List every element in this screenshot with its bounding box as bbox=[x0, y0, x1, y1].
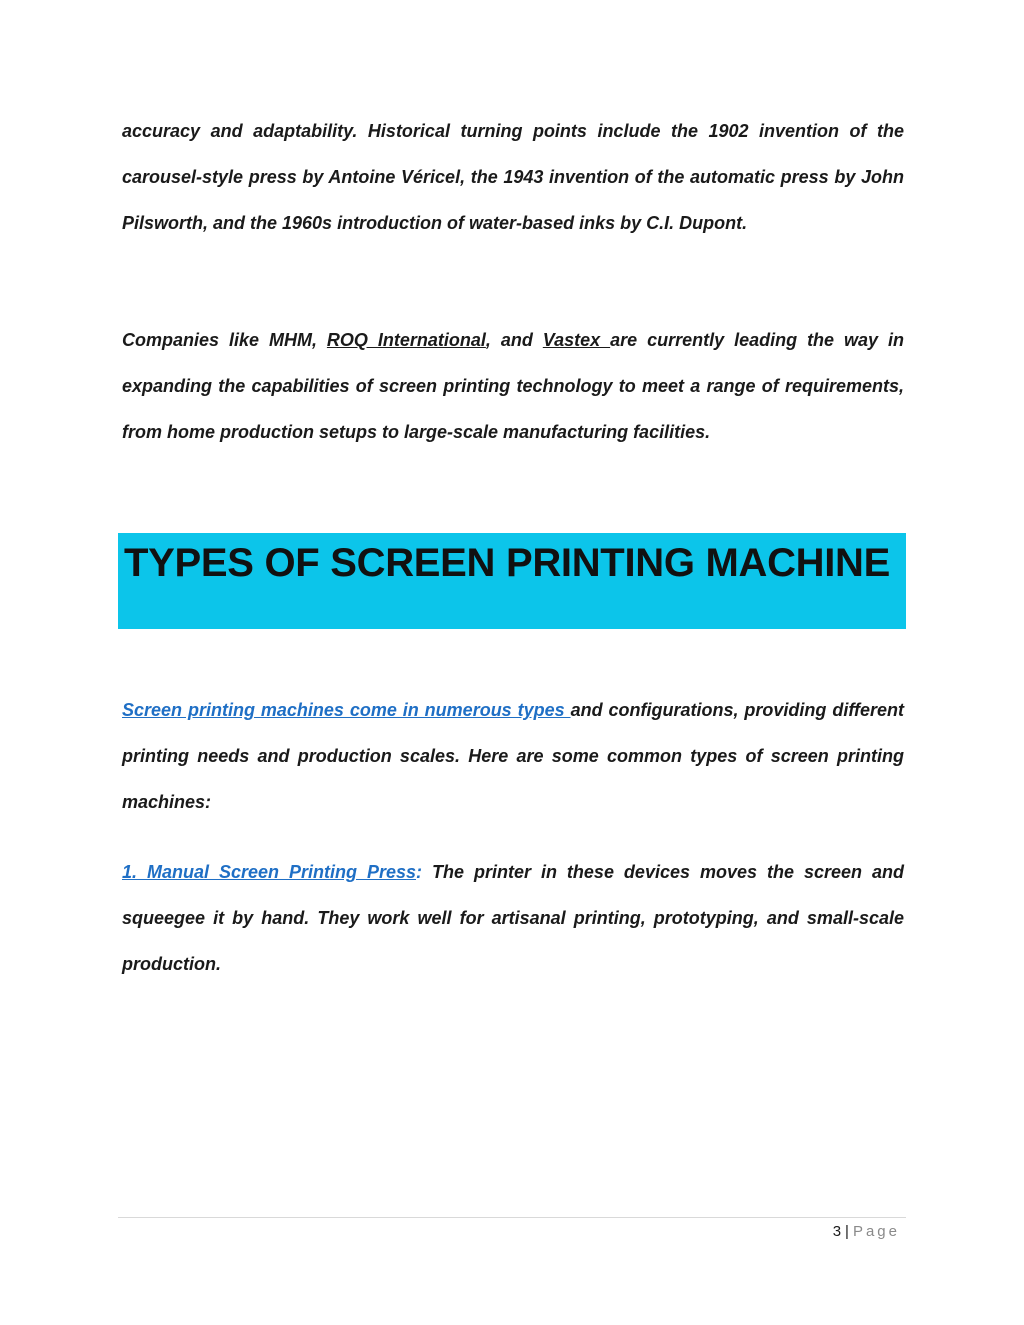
page-footer bbox=[833, 1222, 900, 1242]
footer-divider bbox=[118, 1217, 906, 1218]
manual-press-link[interactable]: 1. Manual Screen Printing Press bbox=[122, 862, 417, 882]
footer-separator: | bbox=[845, 1223, 849, 1240]
screen-printing-types-link[interactable]: Screen printing machines come in numerous types bbox=[122, 700, 571, 720]
vastex-link[interactable]: Vastex bbox=[542, 330, 611, 350]
paragraph-manual-press bbox=[122, 849, 904, 987]
paragraph-types-intro bbox=[122, 687, 904, 825]
paragraph-history bbox=[122, 108, 904, 246]
section-heading: TYPES OF SCREEN PRINTING MACHINE bbox=[124, 541, 891, 585]
roq-international-link[interactable]: ROQ International bbox=[326, 330, 486, 350]
paragraph-types-intro-rest: and configurations, providing different printing needs and production scales. Here are some common types of screen printing machines: bbox=[122, 700, 904, 812]
page-label: Page bbox=[852, 1223, 900, 1240]
paragraph-companies bbox=[122, 317, 904, 455]
page-number: 3 bbox=[832, 1223, 842, 1240]
paragraph-history-text: accuracy and adaptability. Historical turning points include the 1902 invention of the carousel-style press by Antoine Véricel, the 1943 invention of the automatic press by John Pilsworth, and the 1960s introduction of water-based inks by C.I. Dupont. bbox=[122, 121, 904, 233]
paragraph-companies-intro: Companies like MHM, bbox=[122, 330, 327, 350]
paragraph-manual-press-rest: The printer in these devices moves the screen and squeegee it by hand. They work well for artisanal printing, prototyping, and small-scale production. bbox=[122, 862, 904, 974]
manual-press-colon: : bbox=[416, 862, 423, 882]
paragraph-companies-rest: are currently leading the way in expanding the capabilities of screen printing technology to meet a range of requirements, from home production setups to large-scale manufacturing facilities. bbox=[122, 330, 904, 442]
paragraph-companies-middle: , and bbox=[485, 330, 543, 350]
section-heading-banner bbox=[118, 533, 906, 629]
